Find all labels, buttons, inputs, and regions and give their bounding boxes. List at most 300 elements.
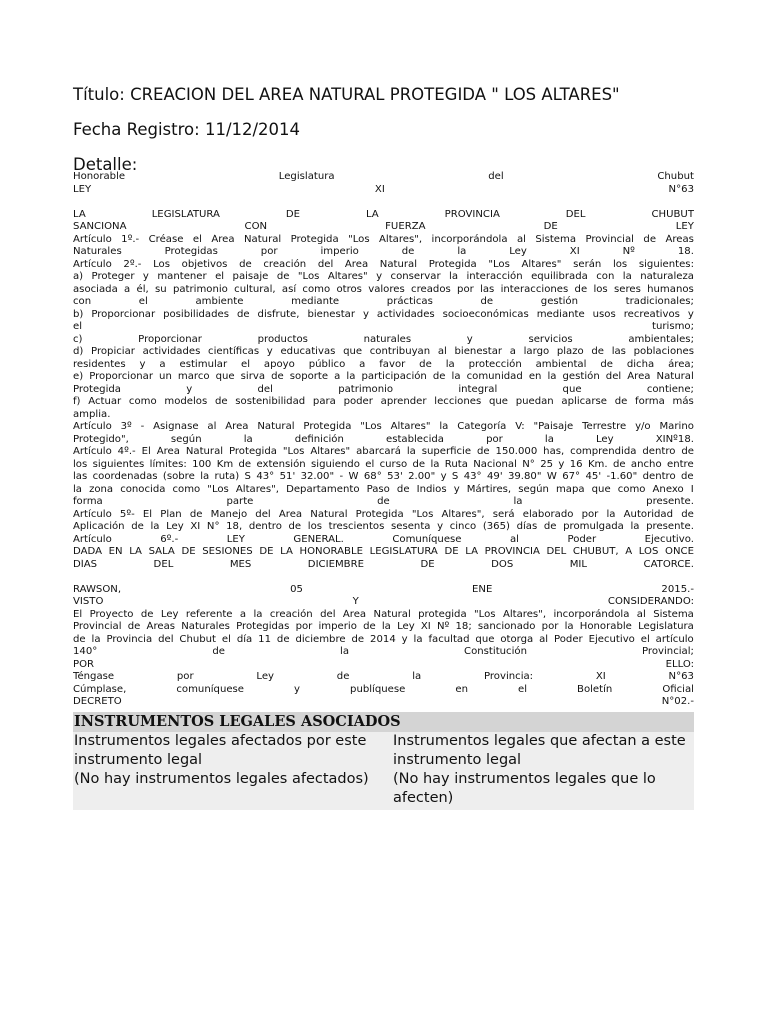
word: establecida — [385, 433, 444, 445]
word: DE — [444, 546, 459, 557]
word: naturaleza — [640, 271, 694, 282]
word: de — [239, 258, 252, 270]
word: la — [340, 646, 350, 657]
word: día — [236, 633, 253, 645]
word: imperio — [318, 621, 357, 632]
word: 2º.- — [123, 258, 142, 270]
word: Artículo — [73, 533, 112, 545]
word: gestión — [540, 296, 579, 307]
word: la — [439, 421, 449, 432]
word: ENE — [472, 583, 493, 595]
word: socioeconómicas — [442, 308, 529, 320]
word: Natural — [310, 508, 348, 520]
word: días — [516, 521, 538, 532]
word: los — [612, 258, 628, 270]
word: sesenta — [390, 521, 431, 532]
word: Protegidas — [164, 246, 218, 257]
word: con — [596, 271, 615, 282]
word: N° — [206, 521, 220, 532]
word: público — [308, 358, 346, 370]
word: DE — [543, 221, 558, 232]
word: Naturales — [181, 621, 230, 632]
word: protegida — [418, 608, 467, 620]
word: sancionado — [477, 621, 536, 632]
word: Mártires, — [466, 483, 512, 495]
word: amplia. — [73, 408, 111, 420]
word: Área — [156, 446, 180, 457]
word: Protegida — [355, 508, 404, 520]
word: objetivos — [181, 258, 228, 270]
affecting-instruments-title: Instrumentos legales que afectan a este instrumento legal — [393, 733, 686, 768]
word: MIL — [569, 558, 588, 570]
word: la — [606, 508, 616, 520]
word: DECRETO — [73, 696, 122, 707]
word: Área — [225, 421, 249, 432]
text-line — [73, 471, 694, 484]
word: a — [239, 608, 247, 620]
word: de — [336, 671, 350, 682]
word: la — [430, 458, 440, 470]
text-line — [73, 396, 694, 409]
word: los — [73, 458, 88, 470]
word: del — [257, 383, 273, 395]
word: PROVINCIA — [484, 546, 540, 557]
blank-line — [73, 571, 694, 584]
word: la — [412, 671, 422, 682]
word: Ley — [160, 608, 179, 620]
word: 53' — [387, 471, 403, 482]
word: Ejecutivo. — [644, 533, 694, 545]
word: imperio — [320, 246, 359, 257]
word: Provincia — [106, 633, 153, 645]
word: el — [192, 233, 202, 245]
word: incorporándola — [431, 233, 508, 245]
word: las — [611, 346, 626, 357]
word: 25 — [540, 458, 554, 470]
word: bienestar — [454, 346, 503, 357]
word: a — [509, 346, 516, 357]
word: 18, — [226, 521, 243, 532]
word: e) — [73, 371, 84, 382]
word: del — [488, 171, 504, 182]
word: a — [359, 358, 366, 370]
word: de — [401, 246, 415, 257]
word: Sistema — [653, 608, 694, 620]
word: Naturales — [73, 246, 122, 257]
word: Los — [153, 258, 170, 270]
word: participación — [361, 371, 427, 382]
word: Natural — [379, 258, 418, 270]
word: la — [449, 271, 459, 282]
word: del — [317, 258, 334, 270]
word: Altares", — [502, 608, 547, 620]
word: 18; — [455, 621, 472, 632]
word: de — [212, 646, 225, 657]
word: comuníquese — [176, 683, 245, 695]
text-line — [73, 684, 694, 697]
word: aplicarse — [561, 396, 607, 407]
word: ambientales; — [628, 333, 694, 345]
word: asociada — [73, 283, 118, 295]
word: y — [266, 346, 273, 357]
word: f) — [73, 396, 81, 407]
word: "Los — [207, 483, 229, 495]
word: Área — [342, 608, 367, 620]
word: la — [622, 271, 632, 282]
word: "Los — [282, 446, 305, 457]
word: Natural — [257, 421, 295, 432]
word: de — [351, 633, 365, 645]
word: humanos — [647, 283, 694, 295]
word: siguiendo — [311, 458, 360, 470]
word: plazo — [556, 346, 584, 357]
word: como — [302, 283, 331, 295]
word: VISTO — [73, 596, 104, 607]
word: dentro — [248, 521, 282, 532]
text-line — [73, 484, 694, 497]
text-line — [73, 209, 694, 222]
text-line — [73, 534, 694, 547]
word: mantener — [157, 271, 207, 282]
word: según — [170, 433, 202, 445]
word: coordenadas — [92, 471, 158, 482]
word: a — [124, 283, 131, 295]
word: c) — [73, 333, 83, 345]
word: Aplicación — [73, 521, 125, 532]
word: Proporcionar — [89, 371, 153, 382]
word: A — [625, 546, 633, 557]
word: Áreas — [146, 621, 176, 632]
word: el — [215, 271, 225, 282]
word: 68° — [363, 471, 382, 482]
word: trescientos — [328, 521, 385, 532]
word: y/o — [635, 421, 651, 432]
word: límites: — [149, 458, 187, 470]
word: Altares" — [310, 446, 351, 457]
word: Chubut — [657, 171, 694, 182]
word: DEL — [546, 546, 567, 557]
word: zona — [89, 483, 114, 495]
word: 67° — [562, 471, 581, 482]
word: de — [288, 521, 302, 532]
word: Créase — [148, 233, 184, 245]
word: Artículo — [73, 233, 112, 245]
word: que — [343, 346, 363, 357]
word: (sobre — [162, 471, 195, 482]
word: forma — [73, 496, 103, 507]
word: favor — [379, 358, 406, 370]
word: Indios — [416, 483, 447, 495]
word: que — [215, 371, 235, 382]
word: DEL — [565, 208, 586, 220]
word: LEGISLATURA — [151, 208, 220, 220]
word: b) — [73, 308, 84, 320]
word: el — [73, 321, 83, 332]
word: DE — [259, 546, 274, 557]
word: siguientes: — [638, 258, 694, 270]
word: PROVINCIA — [444, 208, 500, 220]
word: abarcará — [356, 446, 401, 457]
word: 100 — [192, 458, 212, 470]
word: POR — [73, 658, 95, 670]
word: interacciones — [500, 283, 569, 295]
detail-heading: Detalle: — [73, 155, 138, 174]
word: RAWSON, — [73, 583, 122, 595]
word: LEGISLATURA — [369, 546, 438, 557]
text-line — [73, 584, 694, 597]
word: Km. — [587, 458, 608, 470]
word: SANCIONA — [73, 221, 127, 232]
word: 39.80" — [507, 471, 542, 482]
word: de — [131, 521, 144, 532]
word: de — [614, 396, 628, 407]
word: 150.000 — [495, 446, 538, 457]
word: mediante — [291, 296, 340, 307]
text-line — [73, 621, 694, 634]
word: y — [376, 271, 383, 282]
word: la — [150, 521, 160, 532]
word: W — [546, 471, 557, 482]
word: poblaciones — [633, 346, 694, 357]
word: la — [406, 446, 416, 457]
text-line — [73, 321, 694, 334]
word: Nº — [622, 246, 635, 257]
word: mediante — [536, 308, 585, 320]
word: de — [236, 308, 250, 320]
word: W — [348, 471, 359, 482]
affecting-instruments-value: (No hay instrumentos legales que lo afecten) — [393, 771, 656, 806]
word: el — [365, 458, 375, 470]
word: XI — [569, 246, 580, 257]
word: Téngase — [73, 671, 115, 682]
word: Protegida — [428, 258, 477, 270]
law-text-body — [73, 171, 694, 709]
word: más — [672, 396, 694, 407]
text-line — [73, 421, 694, 434]
word: actividades — [376, 308, 435, 320]
word: de — [189, 508, 203, 520]
word: (365) — [482, 521, 510, 532]
word: LOS — [638, 546, 659, 557]
word: de — [543, 521, 557, 532]
word: 140° — [73, 646, 98, 657]
text-line — [73, 696, 694, 709]
word: Actuar — [88, 396, 122, 407]
text-line — [73, 359, 694, 372]
word: LA — [73, 208, 86, 220]
word: de — [140, 608, 154, 620]
word: DE — [285, 208, 301, 220]
word: Honorable — [579, 621, 632, 632]
text-line — [73, 659, 694, 672]
word: Legislatura — [638, 621, 694, 632]
word: LA — [465, 546, 479, 557]
word: DICIEMBRE — [307, 558, 364, 570]
word: de — [396, 483, 410, 495]
word: Km — [216, 458, 234, 470]
word: de — [643, 233, 657, 245]
word: tradicionales; — [625, 296, 694, 307]
text-line — [73, 346, 694, 359]
word: contribuyan — [369, 346, 431, 357]
word: DADA — [73, 546, 102, 557]
instruments-heading: INSTRUMENTOS LEGALES ASOCIADOS — [73, 712, 694, 732]
word: él, — [136, 283, 149, 295]
text-line — [73, 296, 694, 309]
word: 11 — [258, 633, 272, 645]
word: de — [412, 458, 426, 470]
word: 05 — [290, 583, 303, 595]
affected-instruments-column — [73, 732, 384, 808]
text-line — [73, 609, 694, 622]
word: Ley — [509, 246, 527, 257]
word: Honorable — [73, 171, 126, 182]
word: Protegida — [73, 383, 121, 395]
word: CATORCE. — [643, 558, 694, 570]
text-line — [73, 646, 694, 659]
word: mapa — [555, 483, 585, 495]
word: el — [517, 683, 527, 695]
word: al — [539, 633, 549, 645]
word: "Paisaje — [533, 421, 574, 432]
word: de — [276, 633, 290, 645]
word: recreativos — [623, 308, 680, 320]
text-line — [73, 221, 694, 234]
word: y — [401, 633, 408, 645]
word: Provincial — [585, 233, 634, 245]
word: patrimonio — [172, 283, 228, 295]
word: en — [455, 683, 468, 695]
text-line — [73, 446, 694, 459]
word: de — [591, 346, 605, 357]
word: Natural — [243, 233, 282, 245]
word: por — [295, 621, 313, 632]
word: el — [138, 296, 148, 307]
word: creados — [411, 283, 451, 295]
word: d) — [73, 346, 84, 357]
word: 43° — [256, 471, 275, 482]
word: de — [238, 458, 252, 470]
word: con — [73, 296, 92, 307]
word: publíquese — [350, 683, 406, 695]
word: Sistema — [535, 233, 577, 245]
word: Nacional — [473, 458, 517, 470]
word: presente. — [646, 496, 694, 507]
word: la — [381, 621, 391, 632]
word: la — [91, 633, 101, 645]
word: CHUBUT, — [572, 546, 619, 557]
word: SESIONES — [202, 546, 253, 557]
registration-date: Fecha Registro: 11/12/2014 — [73, 120, 301, 139]
word: HONORABLE — [299, 546, 363, 557]
word: Proporcionar — [138, 333, 202, 345]
word: Proporcionar — [91, 308, 156, 320]
word: Natural — [656, 371, 694, 382]
text-line — [73, 496, 694, 509]
word: "Los — [488, 258, 510, 270]
word: Artículo — [73, 508, 112, 520]
word: Artículo — [73, 258, 112, 270]
word: - — [339, 471, 344, 482]
word: de — [681, 471, 694, 482]
word: Proyecto — [89, 608, 134, 620]
associated-legal-instruments — [73, 712, 694, 810]
word: que — [488, 396, 508, 407]
word: 45' — [585, 471, 602, 482]
word: y — [437, 521, 444, 532]
text-line — [73, 384, 694, 397]
text-line — [73, 259, 694, 272]
word: y — [294, 683, 301, 695]
word: dicha — [626, 358, 655, 370]
word: Boletín — [577, 683, 613, 695]
word: Altares" — [521, 258, 562, 270]
word: 49' — [486, 471, 503, 482]
word: LEY — [226, 533, 245, 545]
word: 3º — [120, 421, 132, 432]
text-line — [73, 334, 694, 347]
word: CONSIDERANDO: — [607, 596, 694, 607]
word: de — [419, 358, 432, 370]
word: LEY — [73, 183, 92, 195]
word: de — [612, 458, 626, 470]
word: la — [513, 496, 523, 507]
word: seres — [613, 283, 641, 295]
word: Protegido", — [73, 433, 129, 445]
word: cultural, — [234, 283, 276, 295]
word: de — [214, 396, 228, 407]
word: Artículo — [73, 446, 112, 457]
word: XI — [374, 183, 385, 195]
word: por — [581, 508, 599, 520]
word: un — [159, 371, 172, 382]
word: XINº18. — [655, 433, 694, 445]
word: el — [241, 358, 251, 370]
word: apoyo — [263, 358, 295, 370]
word: -1.60" — [606, 471, 638, 482]
word: Ley — [166, 521, 184, 532]
word: por — [176, 671, 194, 682]
word: en — [528, 371, 542, 382]
word: entre — [666, 458, 694, 470]
word: equilibrada — [531, 271, 588, 282]
word: presente. — [646, 521, 694, 532]
word: por — [457, 283, 474, 295]
word: dentro — [642, 446, 676, 457]
instruments-row — [73, 732, 694, 810]
word: de — [127, 621, 141, 632]
affected-instruments-value: (No hay instrumentos legales afectados) — [74, 771, 369, 787]
word: Altares" — [390, 421, 431, 432]
word: incorporándola — [553, 608, 630, 620]
word: así — [281, 283, 297, 295]
word: Área — [211, 233, 235, 245]
word: Proteger — [91, 271, 135, 282]
word: de — [377, 496, 390, 507]
word: al — [636, 608, 646, 620]
word: la — [451, 371, 461, 382]
word: MES — [229, 558, 252, 570]
word: forma — [635, 396, 665, 407]
word: puedan — [515, 396, 554, 407]
word: DÍAS — [73, 558, 98, 570]
word: LEY — [675, 221, 694, 232]
word: ruta) — [214, 471, 240, 482]
word: modelos — [164, 396, 208, 407]
word: disfrute, — [257, 308, 300, 320]
word: al — [207, 421, 217, 432]
word: como — [128, 396, 157, 407]
